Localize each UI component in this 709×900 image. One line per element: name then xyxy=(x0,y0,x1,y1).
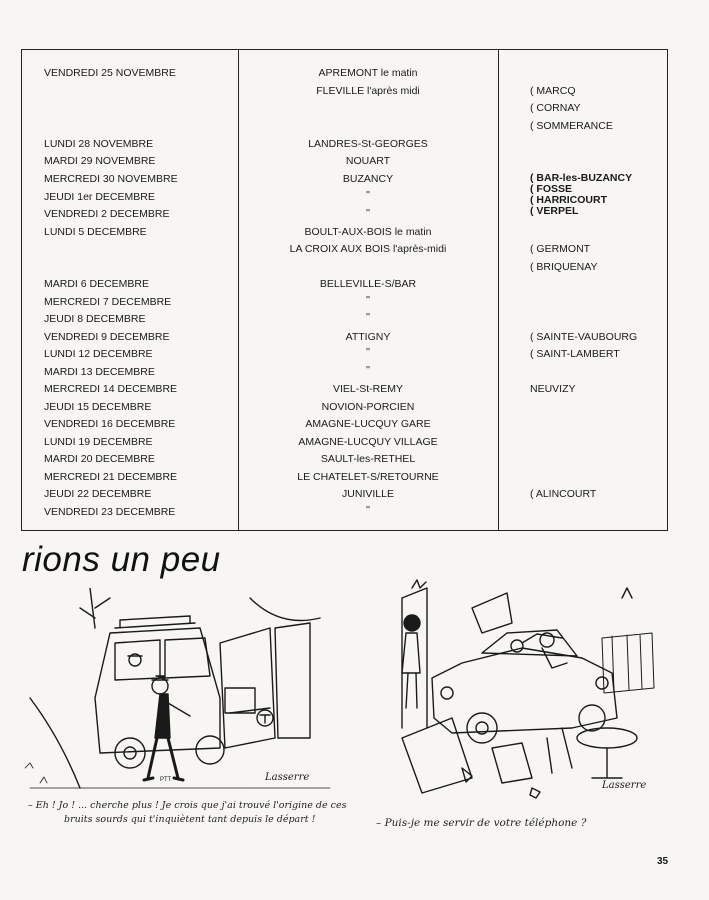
date-cell: MERCREDI 7 DECEMBRE xyxy=(44,296,172,308)
section-title: rions un peu xyxy=(22,540,221,579)
date-cell: VENDREDI 16 DECEMBRE xyxy=(44,418,176,430)
place-cell: LA CROIX AUX BOIS l'après-midi xyxy=(289,243,447,255)
cartoon-crash-illustration xyxy=(372,578,672,808)
date-cell: LUNDI 19 DECEMBRE xyxy=(44,436,153,448)
place-cell: BELLEVILLE-S/BAR xyxy=(319,278,417,290)
extra-cell: ( HARRICOURT xyxy=(530,194,607,206)
date-cell: MERCREDI 30 NOVEMBRE xyxy=(44,173,178,185)
place-cell: JUNIVILLE xyxy=(342,488,394,500)
date-cell: JEUDI 8 DECEMBRE xyxy=(44,313,146,325)
place-cell: BUZANCY xyxy=(342,173,394,185)
date-cell: VENDREDI 9 DECEMBRE xyxy=(44,331,170,343)
date-cell: VENDREDI 25 NOVEMBRE xyxy=(44,67,176,79)
place-cell: FLEVILLE l'après midi xyxy=(316,85,420,97)
date-cell: JEUDI 22 DECEMBRE xyxy=(44,488,152,500)
cartoon-van-illustration xyxy=(20,588,340,798)
date-cell: LUNDI 5 DECEMBRE xyxy=(44,226,147,238)
place-cell: NOVION-PORCIEN xyxy=(321,401,415,413)
place-cell: '' xyxy=(365,311,370,323)
date-cell: JEUDI 1er DECEMBRE xyxy=(44,191,155,203)
date-cell: MARDI 20 DECEMBRE xyxy=(44,453,155,465)
extra-cell: ( FOSSE xyxy=(530,183,573,195)
date-cell: VENDREDI 2 DECEMBRE xyxy=(44,208,170,220)
cartoon-caption-left-line2: bruits sourds qui t'inquiètent tant depuis le départ ! xyxy=(64,814,316,825)
extra-cell: NEUVIZY xyxy=(530,383,576,395)
place-cell: VIEL-St-REMY xyxy=(332,383,403,395)
cartoon-caption-right: – Puis-je me servir de votre téléphone ? xyxy=(376,817,587,829)
schedule-table xyxy=(21,49,668,531)
place-cell: LANDRES-St-GEORGES xyxy=(308,138,428,150)
place-cell: AMAGNE-LUCQUY GARE xyxy=(305,418,431,430)
extra-cell: ( SAINTE-VAUBOURG xyxy=(530,331,638,343)
place-cell: SAULT-les-RETHEL xyxy=(320,453,416,465)
date-cell: MARDI 6 DECEMBRE xyxy=(44,278,150,290)
extra-cell: ( GERMONT xyxy=(530,243,591,255)
page-number: 35 xyxy=(657,856,669,867)
extra-cell: ( BAR-les-BUZANCY xyxy=(530,172,633,184)
place-cell: '' xyxy=(365,294,370,306)
date-cell: MERCREDI 21 DECEMBRE xyxy=(44,471,178,483)
extra-cell: ( VERPEL xyxy=(530,205,579,217)
date-cell: MERCREDI 14 DECEMBRE xyxy=(44,383,178,395)
place-cell: '' xyxy=(365,364,370,376)
place-cell: ATTIGNY xyxy=(345,331,391,343)
extra-cell: ( SOMMERANCE xyxy=(530,120,613,132)
date-cell: LUNDI 12 DECEMBRE xyxy=(44,348,153,360)
artist-signature: Lasserre xyxy=(602,780,647,791)
place-cell: BOULT-AUX-BOIS le matin xyxy=(304,226,432,238)
extra-cell: ( BRIQUENAY xyxy=(530,261,598,273)
place-cell: AMAGNE-LUCQUY VILLAGE xyxy=(298,436,438,448)
place-cell: '' xyxy=(365,346,370,358)
date-cell: LUNDI 28 NOVEMBRE xyxy=(44,138,154,150)
artist-signature: Lasserre xyxy=(265,772,310,783)
extra-cell: ( CORNAY xyxy=(530,102,581,114)
place-cell: LE CHATELET-S/RETOURNE xyxy=(297,471,439,483)
column-divider xyxy=(498,50,499,530)
extra-cell: ( MARCQ xyxy=(530,85,576,97)
van-lettering: PTT xyxy=(160,777,172,783)
cartoon-caption-left-line1: – Eh ! Jo ! ... cherche plus ! Je crois que j'ai trouvé l'origine de ces xyxy=(28,800,347,811)
date-cell: VENDREDI 23 DECEMBRE xyxy=(44,506,176,518)
place-cell: APREMONT le matin xyxy=(318,67,418,79)
place-cell: '' xyxy=(365,207,370,219)
extra-cell: ( SAINT-LAMBERT xyxy=(530,348,620,360)
place-cell: '' xyxy=(365,189,370,201)
date-cell: JEUDI 15 DECEMBRE xyxy=(44,401,152,413)
place-cell: '' xyxy=(365,504,370,516)
extra-cell: ( ALINCOURT xyxy=(530,488,597,500)
date-cell: MARDI 29 NOVEMBRE xyxy=(44,155,156,167)
date-cell: MARDI 13 DECEMBRE xyxy=(44,366,155,378)
place-cell: NOUART xyxy=(345,155,391,167)
